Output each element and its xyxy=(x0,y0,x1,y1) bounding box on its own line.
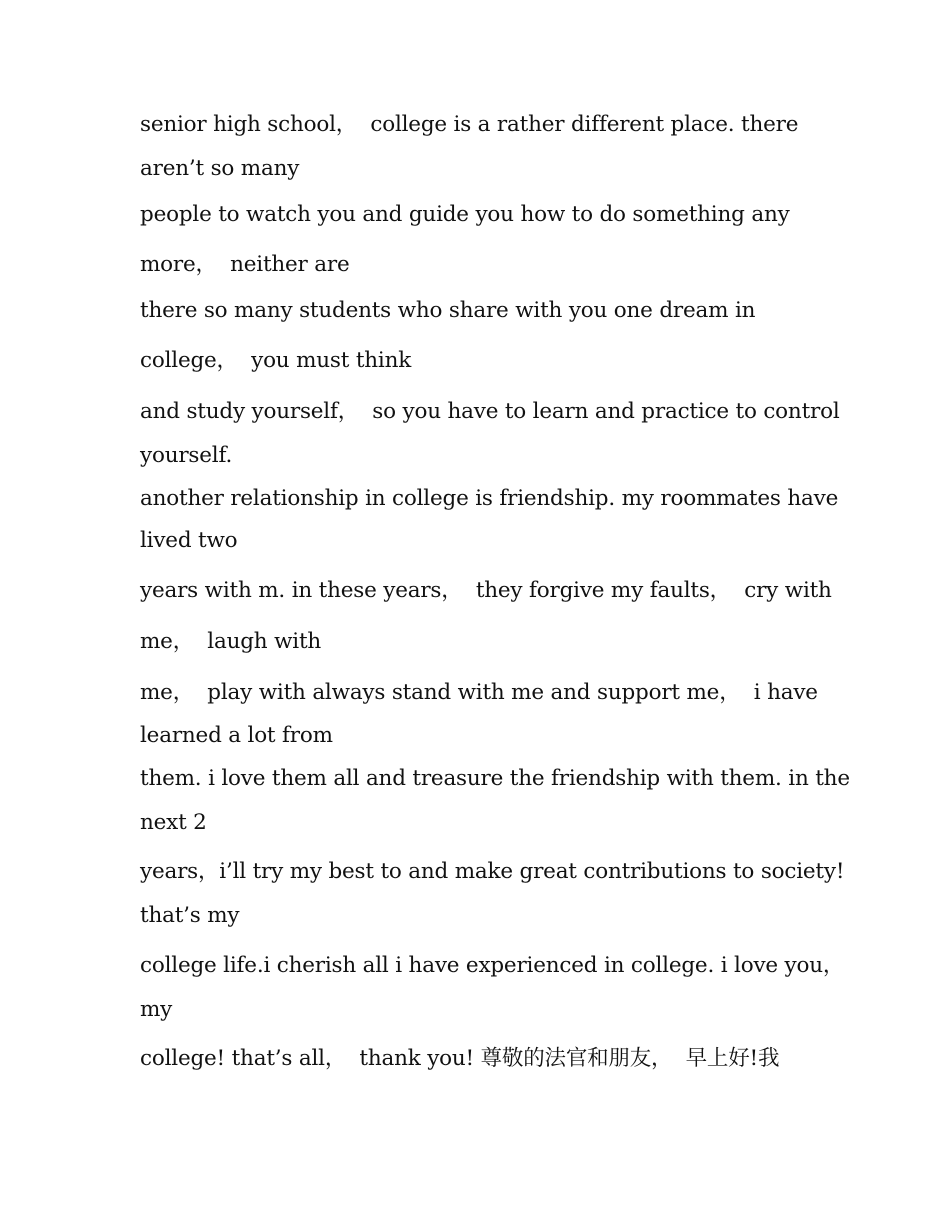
text-line: me， laugh with xyxy=(140,629,322,654)
text-line: college， you must think xyxy=(140,348,412,373)
text-line: me， play with always stand with me and support me， i have xyxy=(140,680,818,705)
text-line: another relationship in college is friendship. my roommates have xyxy=(140,486,839,511)
text-line: that’s my xyxy=(140,903,240,928)
text-line: next 2 xyxy=(140,810,207,835)
text-line: college life.i cherish all i have experienced in college. i love you， xyxy=(140,953,845,978)
text-line: people to watch you and guide you how to do something any xyxy=(140,202,790,227)
text-line: years with m. in these years， they forgive my faults， cry with xyxy=(140,578,832,603)
text-line: my xyxy=(140,997,173,1022)
text-line: them. i love them all and treasure the friendship with them. in the xyxy=(140,766,850,791)
text-line: more， neither are xyxy=(140,252,350,277)
text-line: lived two xyxy=(140,528,238,553)
text-line: college! that’s all， thank you! 尊敬的法官和朋友， 早上好!我 xyxy=(140,1046,780,1071)
text-line: senior high school， college is a rather different place. there xyxy=(140,112,799,137)
text-line: yourself. xyxy=(140,443,233,468)
text-line: aren’t so many xyxy=(140,156,300,181)
text-line: there so many students who share with you one dream in xyxy=(140,298,756,323)
text-line: years，i’ll try my best to and make great contributions to society! xyxy=(140,859,845,884)
text-line: and study yourself， so you have to learn and practice to control xyxy=(140,399,840,424)
text-line: learned a lot from xyxy=(140,723,333,748)
